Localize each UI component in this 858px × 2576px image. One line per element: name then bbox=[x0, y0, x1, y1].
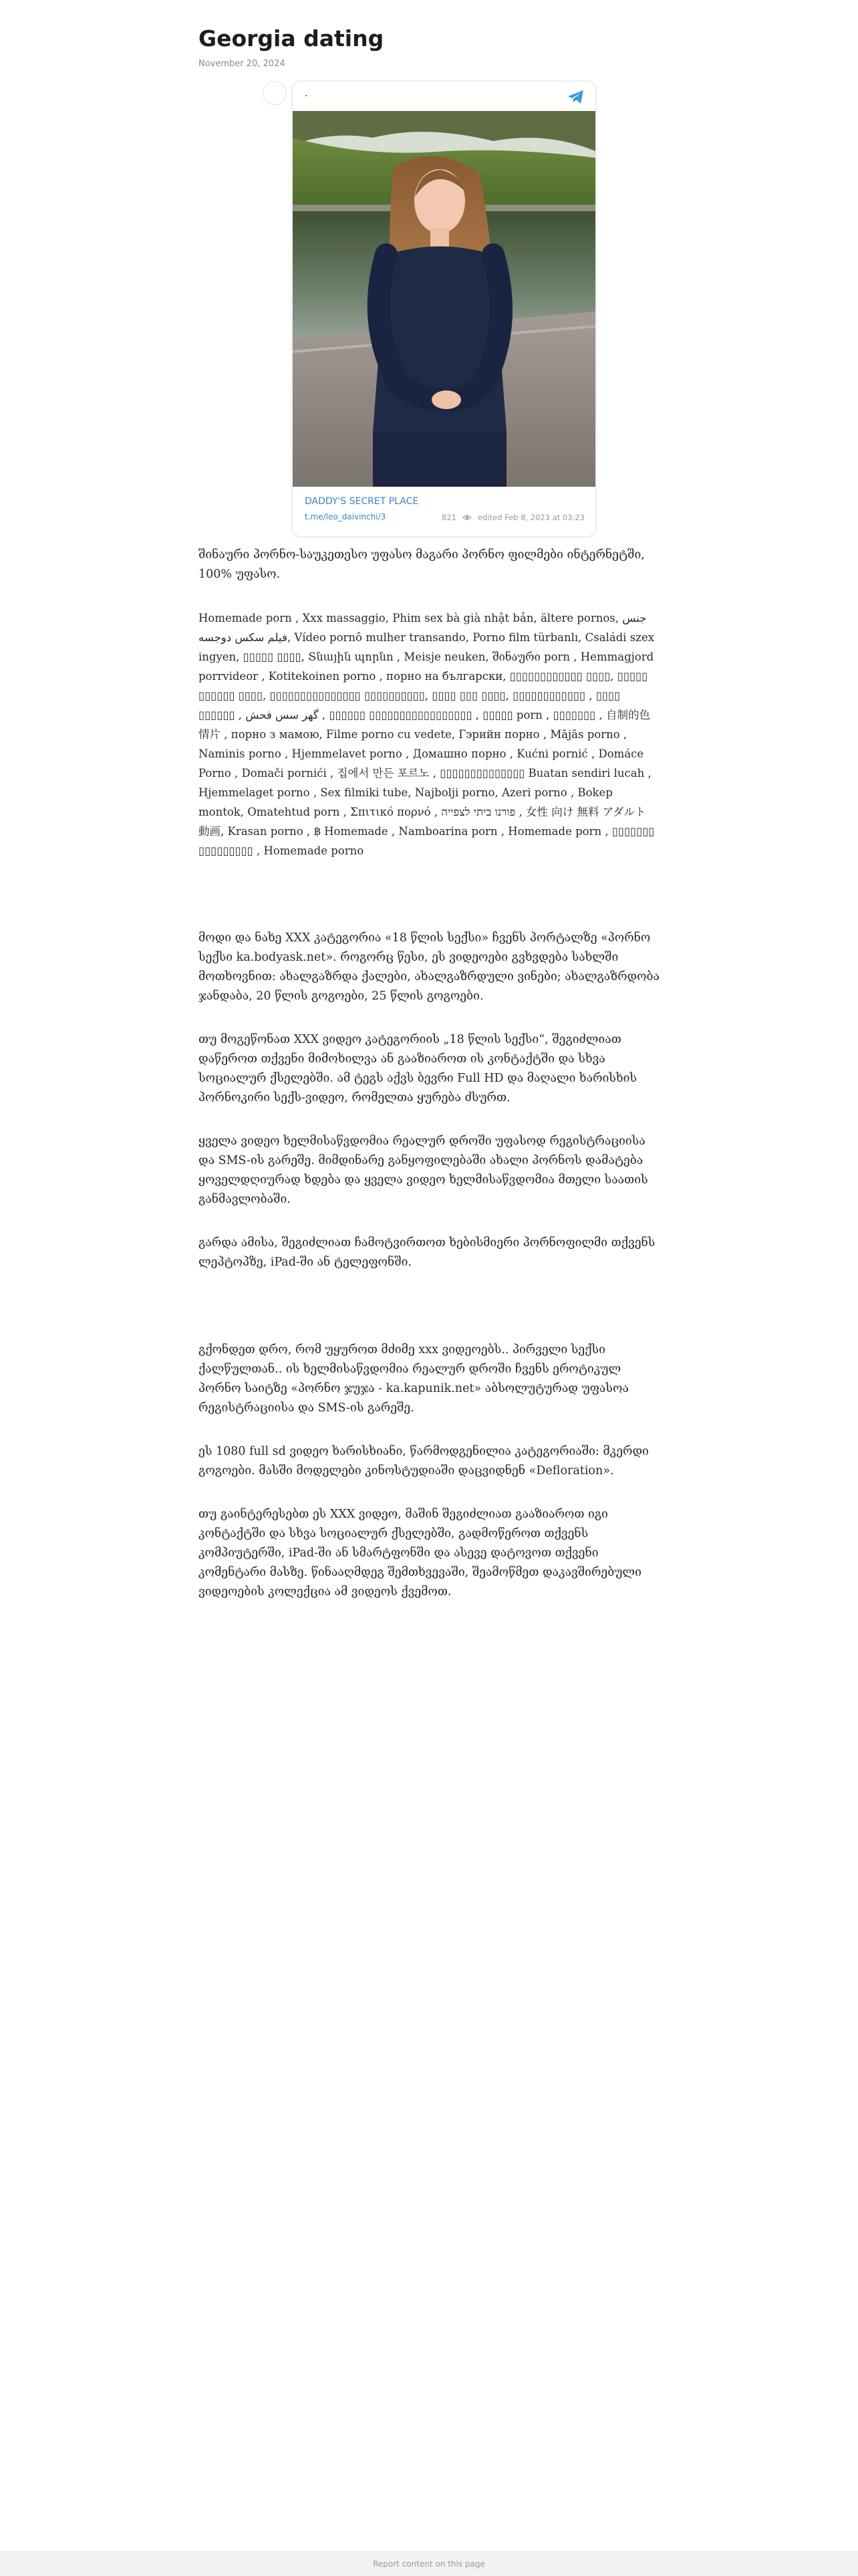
paragraph: გარდა ამისა, შეგიძლიათ ჩამოტვირთოთ ხებისმიერი პორნოფილმი თქვენს ლეპტოპზე, iPad-ში ან ტელეფონში. bbox=[198, 1236, 656, 1269]
page-title: Georgia dating bbox=[198, 25, 384, 51]
embed-footer bbox=[293, 487, 595, 536]
paragraph: გქონდეთ დრო, რომ უყუროთ მძიმე xxx ვიდეოებს.. პირველი სექსი ქალწულთან.. ის ხელმისაწვდომია რეალურ დროში ჩვენს ეროტიკულ პორნო საიტზე «პორნო ჯუჯა - ka.kapunik.net» აბსოლუტურად უფასოა რეგისტრაციისა და SMS-ის გარეშე. bbox=[198, 1343, 629, 1415]
paragraph: თუ გაინტერესებთ ეს XXX ვიდეო, მაშინ შეგიძლიათ გააზიაროთ იგი კონტაქტში და სხვა სოციალურ ქსელებში, გადმოწეროთ თქვენს კომპიუტერში, iPad-ში ან სმარტფონში და ასევე დატოვოთ თქვენი კომენტარი მასზე. წინააღმდეგ შემთხვევაში, შეამოწმეთ დაკავშირებული ვიდეოების კოლექცია ამ ვიდეოს ქვემოთ. bbox=[198, 1508, 641, 1599]
publish-date: November 20, 2024 bbox=[198, 59, 285, 69]
paragraph: ეს 1080 full sd ვიდეო ხარისხიანი, წარმოდგენილია კატეგორიაში: მკერდი გოგოები. მასში მოდელები კინოსტუდიაში დაცვიდნენ «Defloration». bbox=[198, 1445, 649, 1478]
article-body bbox=[198, 546, 660, 1602]
paragraph: შინაური პორნო-საუკეთესო უფასო მაგარი პორნო ფილმები ინტერნეტში, 100% უფასო. bbox=[198, 548, 645, 581]
paragraph: მოდი და ნახე XXX კატეგორია «18 წლის სექსი» ჩვენს პორტალზე «პორნო სექსი ka.bodyask.net». როგორც წესი, ეს ვიდეოები გვხვდება სახლში მოთხოვნით: ახალგაზრდა ქალები, ახალგაზრდული ვინები; ახალგაზრდობა ჯანდაბა, 20 წლის გოგოები, 25 წლის გოგოები. bbox=[198, 931, 660, 1003]
report-content-link[interactable]: Report content on this page bbox=[0, 2551, 858, 2576]
eye-icon bbox=[462, 514, 472, 521]
post-meta bbox=[442, 513, 585, 522]
spacer bbox=[198, 885, 660, 929]
post-channel-link[interactable]: DADDY'S SECRET PLACE bbox=[305, 496, 419, 507]
telegram-embed-wrapper bbox=[198, 81, 660, 546]
view-count: 821 bbox=[442, 513, 456, 522]
edited-date: edited Feb 8, 2023 at 03:23 bbox=[477, 513, 585, 522]
tag-list-paragraph: Homemade porn , Xxx massaggio, Phim sex bà già nhật bản, ältere pornos, جنس فيلم سكس دوجسه, Vídeo pornô mulher transando, Porno film türbanlı, Családi szex ingyen, ▯▯▯▯▯ ▯▯▯▯, Տնային պորնո , Meisje neuken, შინაური porn , Hemmagjord porrvideor , Kotitekoinen porno , порно на български, ▯▯▯▯▯▯▯▯▯▯▯▯ ▯▯▯▯, ▯▯▯▯▯ ▯▯▯▯▯▯ ▯▯▯▯, ▯▯▯▯▯▯▯▯▯▯▯▯▯▯▯ ▯▯▯▯▯▯▯▯▯▯, ▯▯▯▯ ▯▯▯ ▯▯▯▯, ▯▯▯▯▯▯▯▯▯▯▯▯ , ▯▯▯▯ ▯▯▯▯▯▯ , گهر سس فحش , ▯▯▯▯▯▯ ▯▯▯▯▯▯▯▯▯▯▯▯▯▯▯▯▯ , ▯▯▯▯▯ porn , ▯▯▯▯▯▯▯ , 自制的色情片 , порно з мамою, Filme porno cu vedete, Гэрийн порно , Mājās porno , Naminis porno , Hjemmelavet porno , Домашно порно , Kućni pornić , Domáce Porno , Domači pornići , 집에서 만든 포르노 , ▯▯▯▯▯▯▯▯▯▯▯▯▯▯ Buatan sendiri lucah , Hjemmelaget porno , Sex filmiki tube, Najbolji porno, Azeri porno , Bokep montok, Omatehtud porn , Σπιτικό πορνό , פורנו ביתי לצפייה , 女性 向け 無料 アダルト 動画, Krasan porno , ฿ Homemade , Namboarina porn , Homemade porn , ▯▯▯▯▯▯▯ ▯▯▯▯▯▯▯▯▯ , Homemade porno bbox=[198, 612, 655, 857]
post-link[interactable]: t.me/leo_daivinchi/3 bbox=[305, 512, 386, 521]
article bbox=[198, 24, 660, 1626]
avatar bbox=[263, 81, 287, 105]
paragraph: ყველა ვიდეო ხელმისაწვდომია რეალურ დროში უფასოდ რეგისტრაციისა და SMS-ის გარეშე. მიმდინარე განყოფილებაში ახალი პორნოს დამატება ყოველდღიურად ხდება და ყველა ვიდეო ხელმისაწვდომია მთელი საათის განმავლობაში. bbox=[198, 1135, 648, 1206]
embed-header bbox=[293, 82, 595, 111]
telegram-post-embed[interactable] bbox=[292, 81, 596, 537]
spacer bbox=[198, 1296, 660, 1340]
embed-channel-name[interactable]: . bbox=[305, 88, 308, 99]
post-photo[interactable] bbox=[293, 111, 595, 487]
paragraph: თუ მოგეწონათ XXX ვიდეო კატეგორიის „18 წლის სექსი“, შეგიძლიათ დაწეროთ თქვენი მიმოხილვა ან გააზიაროთ ის კონტაქტში და სხვა სოციალურ ქსელებში. ამ ტეგს აქვს ბევრი Full HD და მაღალი ხარისხის პორნოკირი სექს-ვიდეო, რომელთა ყურება ძსურთ. bbox=[198, 1033, 637, 1104]
telegram-icon[interactable] bbox=[567, 90, 585, 104]
